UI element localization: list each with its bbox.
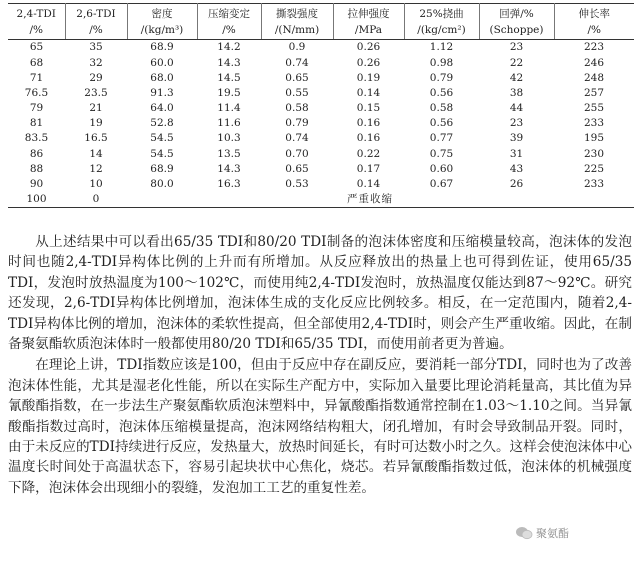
table-row xyxy=(8,116,634,131)
table-row xyxy=(8,40,634,56)
table-row xyxy=(8,86,634,101)
table-cell: 23 xyxy=(509,41,524,54)
table-cell: 13.5 xyxy=(217,147,241,160)
table-cell: 22 xyxy=(509,56,524,69)
table-cell: 39 xyxy=(509,132,524,145)
table-cell: 0.60 xyxy=(429,162,454,175)
table-cell: 0.67 xyxy=(429,178,454,191)
table-cell: 14.3 xyxy=(217,56,241,69)
table-cell xyxy=(127,192,197,208)
unit-2-4-tdi: /% xyxy=(8,22,65,40)
table-cell: 11.4 xyxy=(217,102,241,115)
table-cell: 54.5 xyxy=(150,147,174,160)
table-cell: 65 xyxy=(29,41,44,54)
table-cell: 0.15 xyxy=(356,102,381,115)
table-cell: 38 xyxy=(509,86,524,99)
unit-density: /(kg/m³) xyxy=(127,22,197,40)
table-cell: 23.5 xyxy=(84,86,108,99)
table-cell: 195 xyxy=(583,132,605,145)
table-row xyxy=(8,70,634,85)
unit-tensile-strength: /MPa xyxy=(333,22,404,40)
table-cell: 0.79 xyxy=(429,71,454,84)
table-cell: 248 xyxy=(583,71,605,84)
table-cell: 52.8 xyxy=(150,117,174,130)
table-cell: 68.9 xyxy=(150,41,174,54)
header-25-deflection: 25%挠曲 xyxy=(404,4,479,23)
header-compression-set: 压缩变定 xyxy=(197,4,261,23)
table-cell: 0.16 xyxy=(356,117,381,130)
table-cell: 0.55 xyxy=(285,86,309,99)
body-text xyxy=(8,232,632,498)
table-cell: 88 xyxy=(29,162,44,175)
table-cell: 0.14 xyxy=(356,86,381,99)
table-cell: 225 xyxy=(583,162,605,175)
table-cell: 0.65 xyxy=(285,71,309,84)
table-cell: 14.2 xyxy=(217,41,241,54)
table-cell: 91.3 xyxy=(150,86,174,99)
table-cell: 0.16 xyxy=(356,132,381,145)
table-body xyxy=(8,40,634,208)
tdi-properties-table xyxy=(8,3,634,208)
table-cell: 0.74 xyxy=(285,132,309,145)
table-cell: 19.5 xyxy=(217,86,241,99)
table-cell: 43 xyxy=(509,162,524,175)
table-cell: 100 xyxy=(8,192,65,208)
table-cell: 14.3 xyxy=(217,162,241,175)
table-cell xyxy=(479,192,554,208)
table-cell: 31 xyxy=(509,147,524,160)
unit-25-deflection: /(kg/cm²) xyxy=(404,22,479,40)
table-cell: 0.79 xyxy=(285,117,309,130)
table-cell: 11.6 xyxy=(217,117,241,130)
table-row xyxy=(8,131,634,146)
table-cell: 60.0 xyxy=(150,56,174,69)
table-cell: 80.0 xyxy=(150,178,174,191)
table-cell: 81 xyxy=(29,117,44,130)
table-cell: 44 xyxy=(509,102,524,115)
table-cell: 10.3 xyxy=(217,132,241,145)
table-cell: 29 xyxy=(89,71,103,84)
table-cell: 64.0 xyxy=(150,102,174,115)
table-cell: 10 xyxy=(89,178,103,191)
table-cell: 0.58 xyxy=(429,102,454,115)
header-resilience: 回弹/% xyxy=(479,4,554,23)
table-cell: 14 xyxy=(89,147,103,160)
table-cell: 14.5 xyxy=(217,71,241,84)
unit-2-6-tdi: /% xyxy=(65,22,127,40)
table-row xyxy=(8,162,634,177)
table-cell: 0.65 xyxy=(285,162,309,175)
table-cell: 0.70 xyxy=(285,147,309,160)
table-row-last xyxy=(8,192,634,208)
table-cell: 23 xyxy=(509,117,524,130)
table-cell: 1.12 xyxy=(429,41,454,54)
header-2-4-tdi: 2,4-TDI xyxy=(8,4,65,23)
table-cell: 233 xyxy=(583,117,605,130)
header-elongation: 伸长率 xyxy=(554,4,634,23)
table-cell: 19 xyxy=(89,117,103,130)
table-cell: 42 xyxy=(509,71,524,84)
paragraph-2: 在理论上讲，TDI指数应该是100，但由于反应中存在副反应，要消耗一部分TDI，同时也为了改善泡沫体性能，尤其是湿老化性能，所以在实际生产配方中，实际加入量要比理论消耗量高，其比值为异氰酸酯指数，在一步法生产聚氨酯软质泡沫塑料中，异氰酸酯指数通常控制在1.03～1.10之间。当异氰酸酯指数过高时，泡沫体压缩模量提高，泡沫网络结构粗大，闭孔增加，有时会导致制品开裂。同时，由于未反应的TDI持续进行反应，发热量大，放热时间延长，有时可达数小时之久。这样会使泡沫体中心温度长时间处于高温状态下，容易引起块状中心焦化，烧芯。若异氰酸酯指数过低，泡沫体的机械强度下降，泡沫体会出现细小的裂缝，发泡加工工艺的重复性差。 xyxy=(8,357,632,496)
table-cell: 0.74 xyxy=(285,56,309,69)
header-tensile-strength: 拉伸强度 xyxy=(333,4,404,23)
header-2-6-tdi: 2,6-TDI xyxy=(65,4,127,23)
table-cell: 16.3 xyxy=(217,178,241,191)
table-cell: 230 xyxy=(583,147,605,160)
table-cell: 257 xyxy=(583,86,605,99)
unit-resilience: (Schoppe) xyxy=(479,22,554,40)
table-cell: 0 xyxy=(65,192,127,208)
header-tear-strength: 撕裂强度 xyxy=(261,4,333,23)
table-cell: 83.5 xyxy=(24,132,49,145)
wechat-logo-icon xyxy=(515,526,533,540)
table-cell: 0.77 xyxy=(429,132,454,145)
table-cell: 0.17 xyxy=(356,162,381,175)
table-cell: 12 xyxy=(89,162,103,175)
table-row xyxy=(8,146,634,161)
table-cell: 32 xyxy=(89,56,103,69)
table-cell: 21 xyxy=(89,102,103,115)
watermark-text: 聚氨酯 xyxy=(536,527,569,540)
severe-shrinkage-note: 严重收缩 xyxy=(261,192,479,208)
table-cell: 255 xyxy=(583,102,605,115)
table-header-units xyxy=(8,22,634,40)
table-row xyxy=(8,55,634,70)
table-row xyxy=(8,101,634,116)
table-cell: 76.5 xyxy=(24,86,49,99)
unit-elongation: /% xyxy=(554,22,634,40)
table-cell: 26 xyxy=(509,178,524,191)
table-cell: 0.9 xyxy=(288,41,306,54)
paragraph-1: 从上述结果中可以看出65/35 TDI和80/20 TDI制备的泡沫体密度和压缩模量较高，泡沫体的发泡时间也随2,4-TDI异构体比例的上升而有所增加。从反应释放出的热量上也可得到佐证，使用65/35 TDI，发泡时放热温度为100～102℃，而使用纯2,4-TDI发泡时，放热温度仅能达到87～92℃。研究还发现，2,6-TDI异构体比例增加，泡沫体生成的支化反应比例较多。相反，在一定范围内，随着2,4-TDI异构体比例的增加，泡沫体的柔软性提高，但全部使用2,4-TDI时，则会产生严重收缩。因此，在制备聚氨酯软质泡沫体时一般都使用80/20 TDI和65/35 TDI，而使用前者更为普遍。 xyxy=(8,234,632,353)
table-cell: 71 xyxy=(29,71,44,84)
table-cell: 0.58 xyxy=(285,102,309,115)
table-cell: 0.98 xyxy=(429,56,454,69)
table-cell: 68.0 xyxy=(150,71,174,84)
table-cell: 86 xyxy=(29,147,44,160)
table-cell: 68 xyxy=(29,56,44,69)
table-cell: 0.19 xyxy=(356,71,381,84)
table-row xyxy=(8,177,634,192)
table-cell: 0.26 xyxy=(356,56,381,69)
watermark xyxy=(512,524,572,542)
table-cell: 0.22 xyxy=(356,147,381,160)
table-cell: 54.5 xyxy=(150,132,174,145)
table-cell: 90 xyxy=(29,178,44,191)
table-cell: 0.26 xyxy=(356,41,381,54)
table-cell: 246 xyxy=(583,56,605,69)
table-cell: 223 xyxy=(583,41,605,54)
table-cell: 79 xyxy=(29,102,44,115)
table-cell: 0.56 xyxy=(429,117,454,130)
table-cell: 35 xyxy=(89,41,103,54)
table-cell: 0.75 xyxy=(429,147,454,160)
table-cell: 68.9 xyxy=(150,162,174,175)
table-cell: 0.14 xyxy=(356,178,381,191)
unit-compression-set: /% xyxy=(197,22,261,40)
table-cell xyxy=(554,192,634,208)
table-cell: 0.53 xyxy=(285,178,309,191)
table-header-names xyxy=(8,4,634,23)
table-cell: 233 xyxy=(583,178,605,191)
unit-tear-strength: /(N/mm) xyxy=(261,22,333,40)
table-cell: 16.5 xyxy=(84,132,108,145)
header-density: 密度 xyxy=(127,4,197,23)
table-cell: 0.56 xyxy=(429,86,454,99)
table-cell xyxy=(197,192,261,208)
